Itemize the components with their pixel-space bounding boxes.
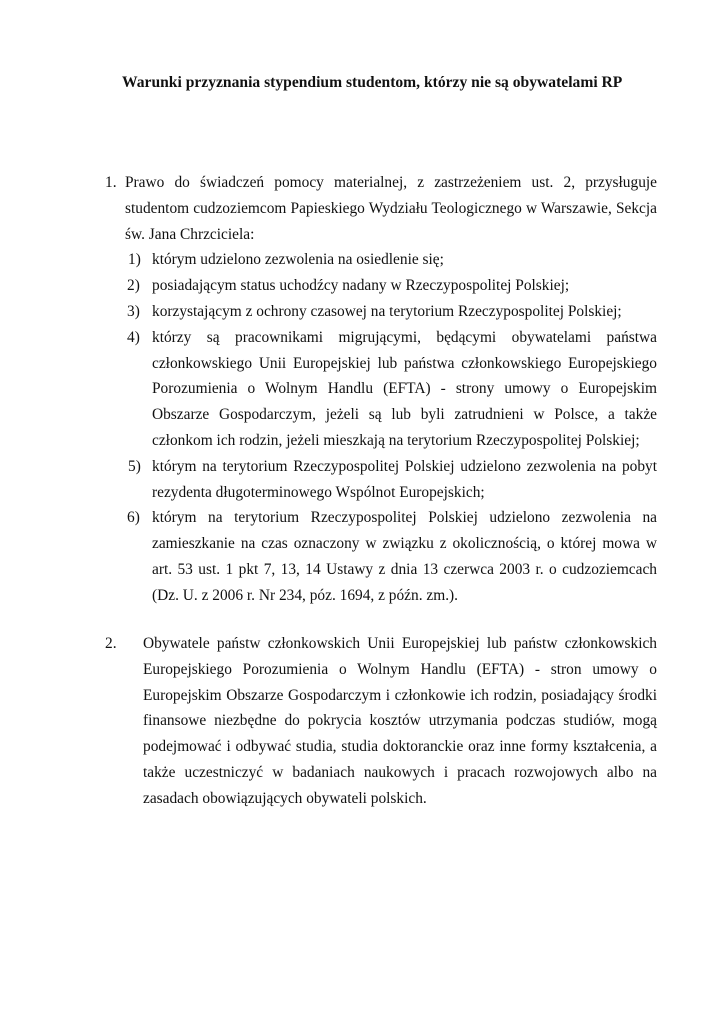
list-item-number: 3)	[127, 302, 140, 320]
list-item	[125, 299, 657, 325]
list-item-number: 2)	[127, 277, 140, 295]
section-1	[105, 170, 657, 609]
list-item	[125, 325, 657, 454]
section-1-list	[125, 247, 657, 608]
list-item-text: korzystającym z ochrony czasowej na terytorium Rzeczypospolitej Polskiej;	[152, 302, 622, 320]
list-item-text: posiadającym status uchodźcy nadany w Rzeczypospolitej Polskiej;	[152, 277, 570, 295]
list-item	[125, 505, 657, 608]
list-item-text: którym na terytorium Rzeczypospolitej Polskiej udzielono zezwolenia na zamieszkanie na czas oznaczony w związku z okolicznością, o której mowa w art. 53 ust. 1 pkt 7, 13, 14 Ustawy z dnia 13 czerwca 2003 r. o cudzoziemcach (Dz. U. z 2006 r. Nr 234, póz. 1694, z późn. zm.).	[152, 509, 657, 604]
list-item-number: 6)	[127, 509, 140, 527]
list-item-number: 1)	[128, 251, 141, 269]
list-item	[125, 454, 657, 506]
section-2-paragraph	[105, 631, 657, 812]
list-item-text: którym udzielono zezwolenia na osiedlenie się;	[152, 251, 444, 269]
list-item-text: którzy są pracownikami migrującymi, będącymi obywatelami państwa członkowskiego Unii Europejskiej lub państwa członkowskiego Europejskiego Porozumienia o Wolnym Handlu (EFTA) - strony umowy o Europejskim Obszarze Gospodarczym, jeżeli są lub byli zatrudnieni w Polsce, a także członkom ich rodzin, jeżeli mieszkają na terytorium Rzeczypospolitej Polskiej;	[152, 328, 657, 449]
list-item	[125, 247, 657, 273]
list-item-text: którym na terytorium Rzeczypospolitej Polskiej udzielono zezwolenia na pobyt rezydenta długoterminowego Wspólnot Europejskich;	[152, 457, 657, 501]
list-item-number: 5)	[128, 457, 141, 475]
section-1-intro	[105, 170, 657, 247]
section-1-number: 1.	[105, 174, 117, 191]
section-2	[105, 631, 657, 812]
list-item-number: 4)	[127, 328, 140, 346]
list-item	[125, 273, 657, 299]
section-1-text: Prawo do świadczeń pomocy materialnej, z zastrzeżeniem ust. 2, przysługuje studentom cudzoziemcom Papieskiego Wydziału Teologicznego w Warszawie, Sekcja św. Jana Chrzciciela:	[125, 174, 657, 243]
document-title: Warunki przyznania stypendium studentom, którzy nie są obywatelami RP	[122, 74, 623, 91]
section-2-text: Obywatele państw członkowskich Unii Europejskiej lub państw członkowskich Europejskiego Porozumienia o Wolnym Handlu (EFTA) - stron umowy o Europejskim Obszarze Gospodarczym i członkowie ich rodzin, posiadający środki finansowe niezbędne do pokrycia kosztów utrzymania podczas studiów, mogą podejmować i odbywać studia, studia doktoranckie oraz inne formy kształcenia, a także uczestniczyć w badaniach naukowych i pracach rozwojowych albo na zasadach obowiązujących obywateli polskich.	[143, 635, 657, 807]
section-2-number: 2.	[105, 635, 117, 652]
